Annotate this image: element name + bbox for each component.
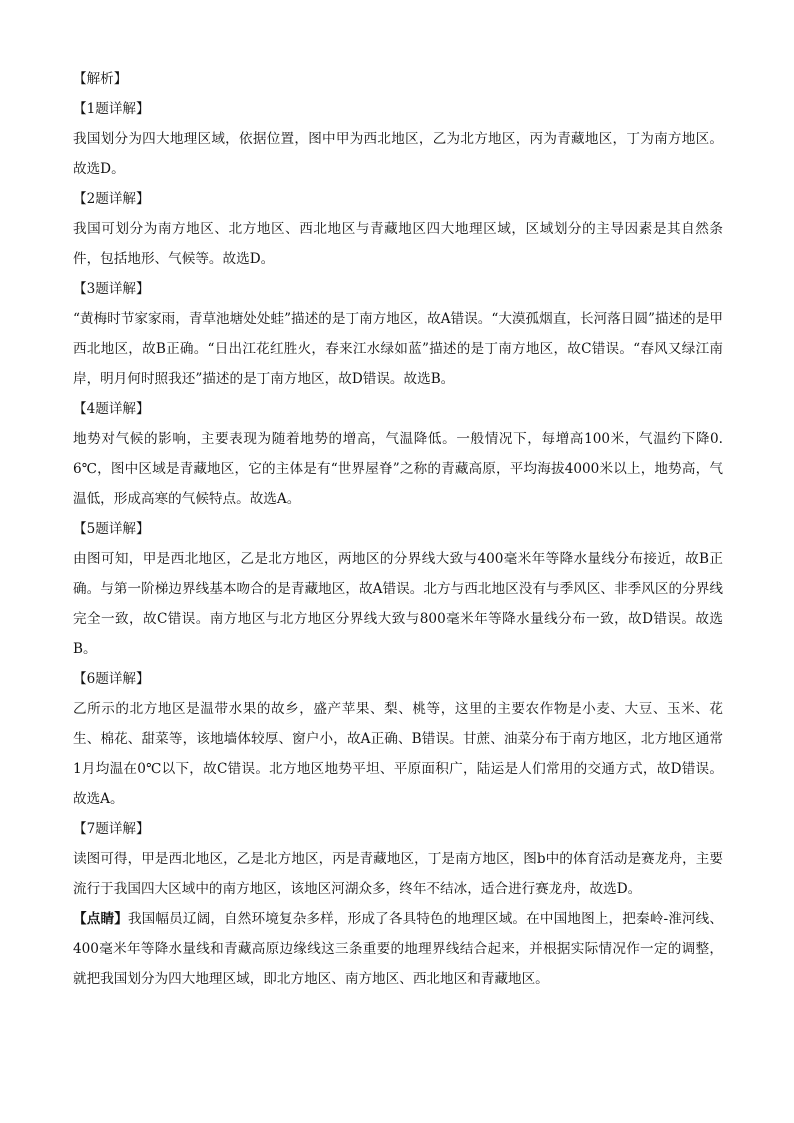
question-7-section xyxy=(73,814,723,904)
analysis-heading: 【解析】 xyxy=(73,71,128,87)
comment-section xyxy=(73,904,723,994)
question-1-section xyxy=(73,94,723,184)
question-2-section xyxy=(73,184,723,274)
question-1-explanation: 我国划分为四大地理区域，依据位置，图中甲为西北地区，乙为北方地区，丙为青藏地区，丁为南方地区。故选D。 xyxy=(73,131,723,177)
question-5-heading: 【5题详解】 xyxy=(73,521,150,537)
question-7-explanation: 读图可得，甲是西北地区，乙是北方地区，丙是青藏地区，丁是南方地区，图b中的体育活动是赛龙舟，主要流行于我国四大区域中的南方地区，该地区河湖众多，终年不结冰，适合进行赛龙舟，故选D。 xyxy=(73,851,723,897)
question-5-explanation: 由图可知，甲是西北地区，乙是北方地区，两地区的分界线大致与400毫米年等降水量线分布接近，故B正确。与第一阶梯边界线基本吻合的是青藏地区，故A错误。北方与西北地区没有与季风区、非季风区的分界线完全一致，故C错误。南方地区与北方地区分界线大致与800毫米年等降水量线分布一致，故D错误。故选B。 xyxy=(73,551,723,657)
answer-analysis xyxy=(73,64,723,994)
question-3-explanation: “黄梅时节家家雨，青草池塘处处蛙”描述的是丁南方地区，故A错误。“大漠孤烟直，长河落日圆”描述的是甲西北地区，故B正确。“日出江花红胜火，春来江水绿如蓝”描述的是丁南方地区，故C错误。“春风又绿江南岸，明月何时照我还”描述的是丁南方地区，故D错误。故选B。 xyxy=(73,311,723,387)
question-4-heading: 【4题详解】 xyxy=(73,401,150,417)
question-2-explanation: 我国可划分为南方地区、北方地区、西北地区与青藏地区四大地理区域，区域划分的主导因素是其自然条件，包括地形、气候等。故选D。 xyxy=(73,221,723,267)
question-7-heading: 【7题详解】 xyxy=(73,821,150,837)
question-3-heading: 【3题详解】 xyxy=(73,281,150,297)
comment-label: 【点睛】 xyxy=(73,911,128,927)
question-6-section xyxy=(73,664,723,814)
question-2-heading: 【2题详解】 xyxy=(73,191,150,207)
question-1-heading: 【1题详解】 xyxy=(73,101,150,117)
question-4-section xyxy=(73,394,723,514)
comment-text: 我国幅员辽阔，自然环境复杂多样，形成了各具特色的地理区域。在中国地图上，把秦岭-淮河线、400毫米年等降水量线和青藏高原边缘线这三条重要的地理界线结合起来，并根据实际情况作一定的调整，就把我国划分为四大地理区域，即北方地区、南方地区、西北地区和青藏地区。 xyxy=(73,911,724,987)
question-3-section xyxy=(73,274,723,394)
question-6-explanation: 乙所示的北方地区是温带水果的故乡，盛产苹果、梨、桃等，这里的主要农作物是小麦、大豆、玉米、花生、棉花、甜菜等，该地墙体较厚、窗户小，故A正确、B错误。甘蔗、油菜分布于南方地区，北方地区通常1月均温在0℃以下，故C错误。北方地区地势平坦、平原面积广，陆运是人们常用的交通方式，故D错误。故选A。 xyxy=(73,701,723,807)
question-4-explanation: 地势对气候的影响，主要表现为随着地势的增高，气温降低。一般情况下，每增高100米，气温约下降0.6℃，图中区域是青藏地区，它的主体是有“世界屋脊”之称的青藏高原，平均海拔4000米以上，地势高，气温低，形成高寒的气候特点。故选A。 xyxy=(73,431,723,507)
question-5-section xyxy=(73,514,723,664)
question-6-heading: 【6题详解】 xyxy=(73,671,150,687)
